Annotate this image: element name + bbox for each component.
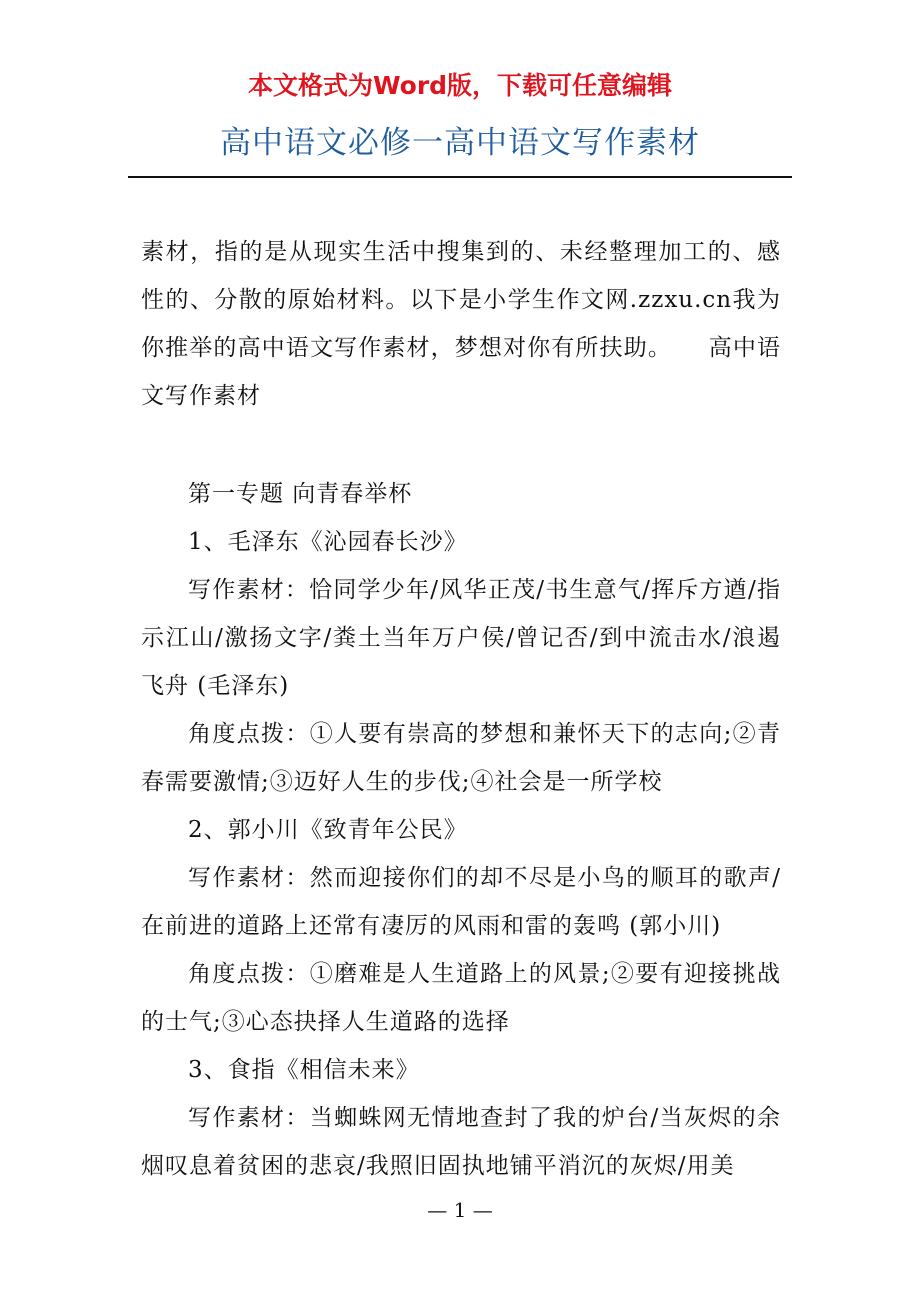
angle-hint-1: 角度点拨：①人要有崇高的梦想和兼怀天下的志向;②青春需要激情;③迈好人生的步伐;④社会是一所学校	[141, 721, 781, 795]
document-body	[141, 228, 781, 1190]
item-heading-3: 3、食指《相信未来》	[188, 1057, 420, 1083]
page-number: — 1 —	[427, 1198, 493, 1222]
format-notice-banner: 本文格式为Word版，下载可任意编辑	[247, 71, 673, 100]
writing-material-2: 写作素材：然而迎接你们的却不尽是小鸟的顺耳的歌声/在前进的道路上还常有凄厉的风雨和雷的轰鸣 (郭小川)	[141, 865, 781, 939]
document-title: 高中语文必修一高中语文写作素材	[220, 125, 700, 161]
section-heading: 第一专题 向青春举杯	[188, 481, 413, 507]
intro-paragraph: 素材，指的是从现实生活中搜集到的、未经整理加工的、感性的、分散的原始材料。以下是小学生作文网.zzxu.cn我为你推举的高中语文写作素材，梦想对你有所扶助。 高中语文写作素材	[141, 239, 781, 409]
writing-material-3: 写作素材：当蜘蛛网无情地查封了我的炉台/当灰烬的余烟叹息着贫困的悲哀/我照旧固执地铺平消沉的灰烬/用美	[141, 1105, 781, 1179]
item-heading-2: 2、郭小川《致青年公民》	[188, 817, 468, 843]
writing-material-1: 写作素材：恰同学少年/风华正茂/书生意气/挥斥方遒/指示江山/激扬文字/粪土当年万户侯/曾记否/到中流击水/浪遏飞舟 (毛泽东)	[141, 577, 781, 699]
paragraph-spacer	[141, 420, 781, 470]
angle-hint-2: 角度点拨：①磨难是人生道路上的风景;②要有迎接挑战的士气;③心态抉择人生道路的选择	[141, 961, 781, 1035]
item-heading-1: 1、毛泽东《沁园春长沙》	[188, 529, 468, 555]
title-divider	[128, 176, 792, 178]
